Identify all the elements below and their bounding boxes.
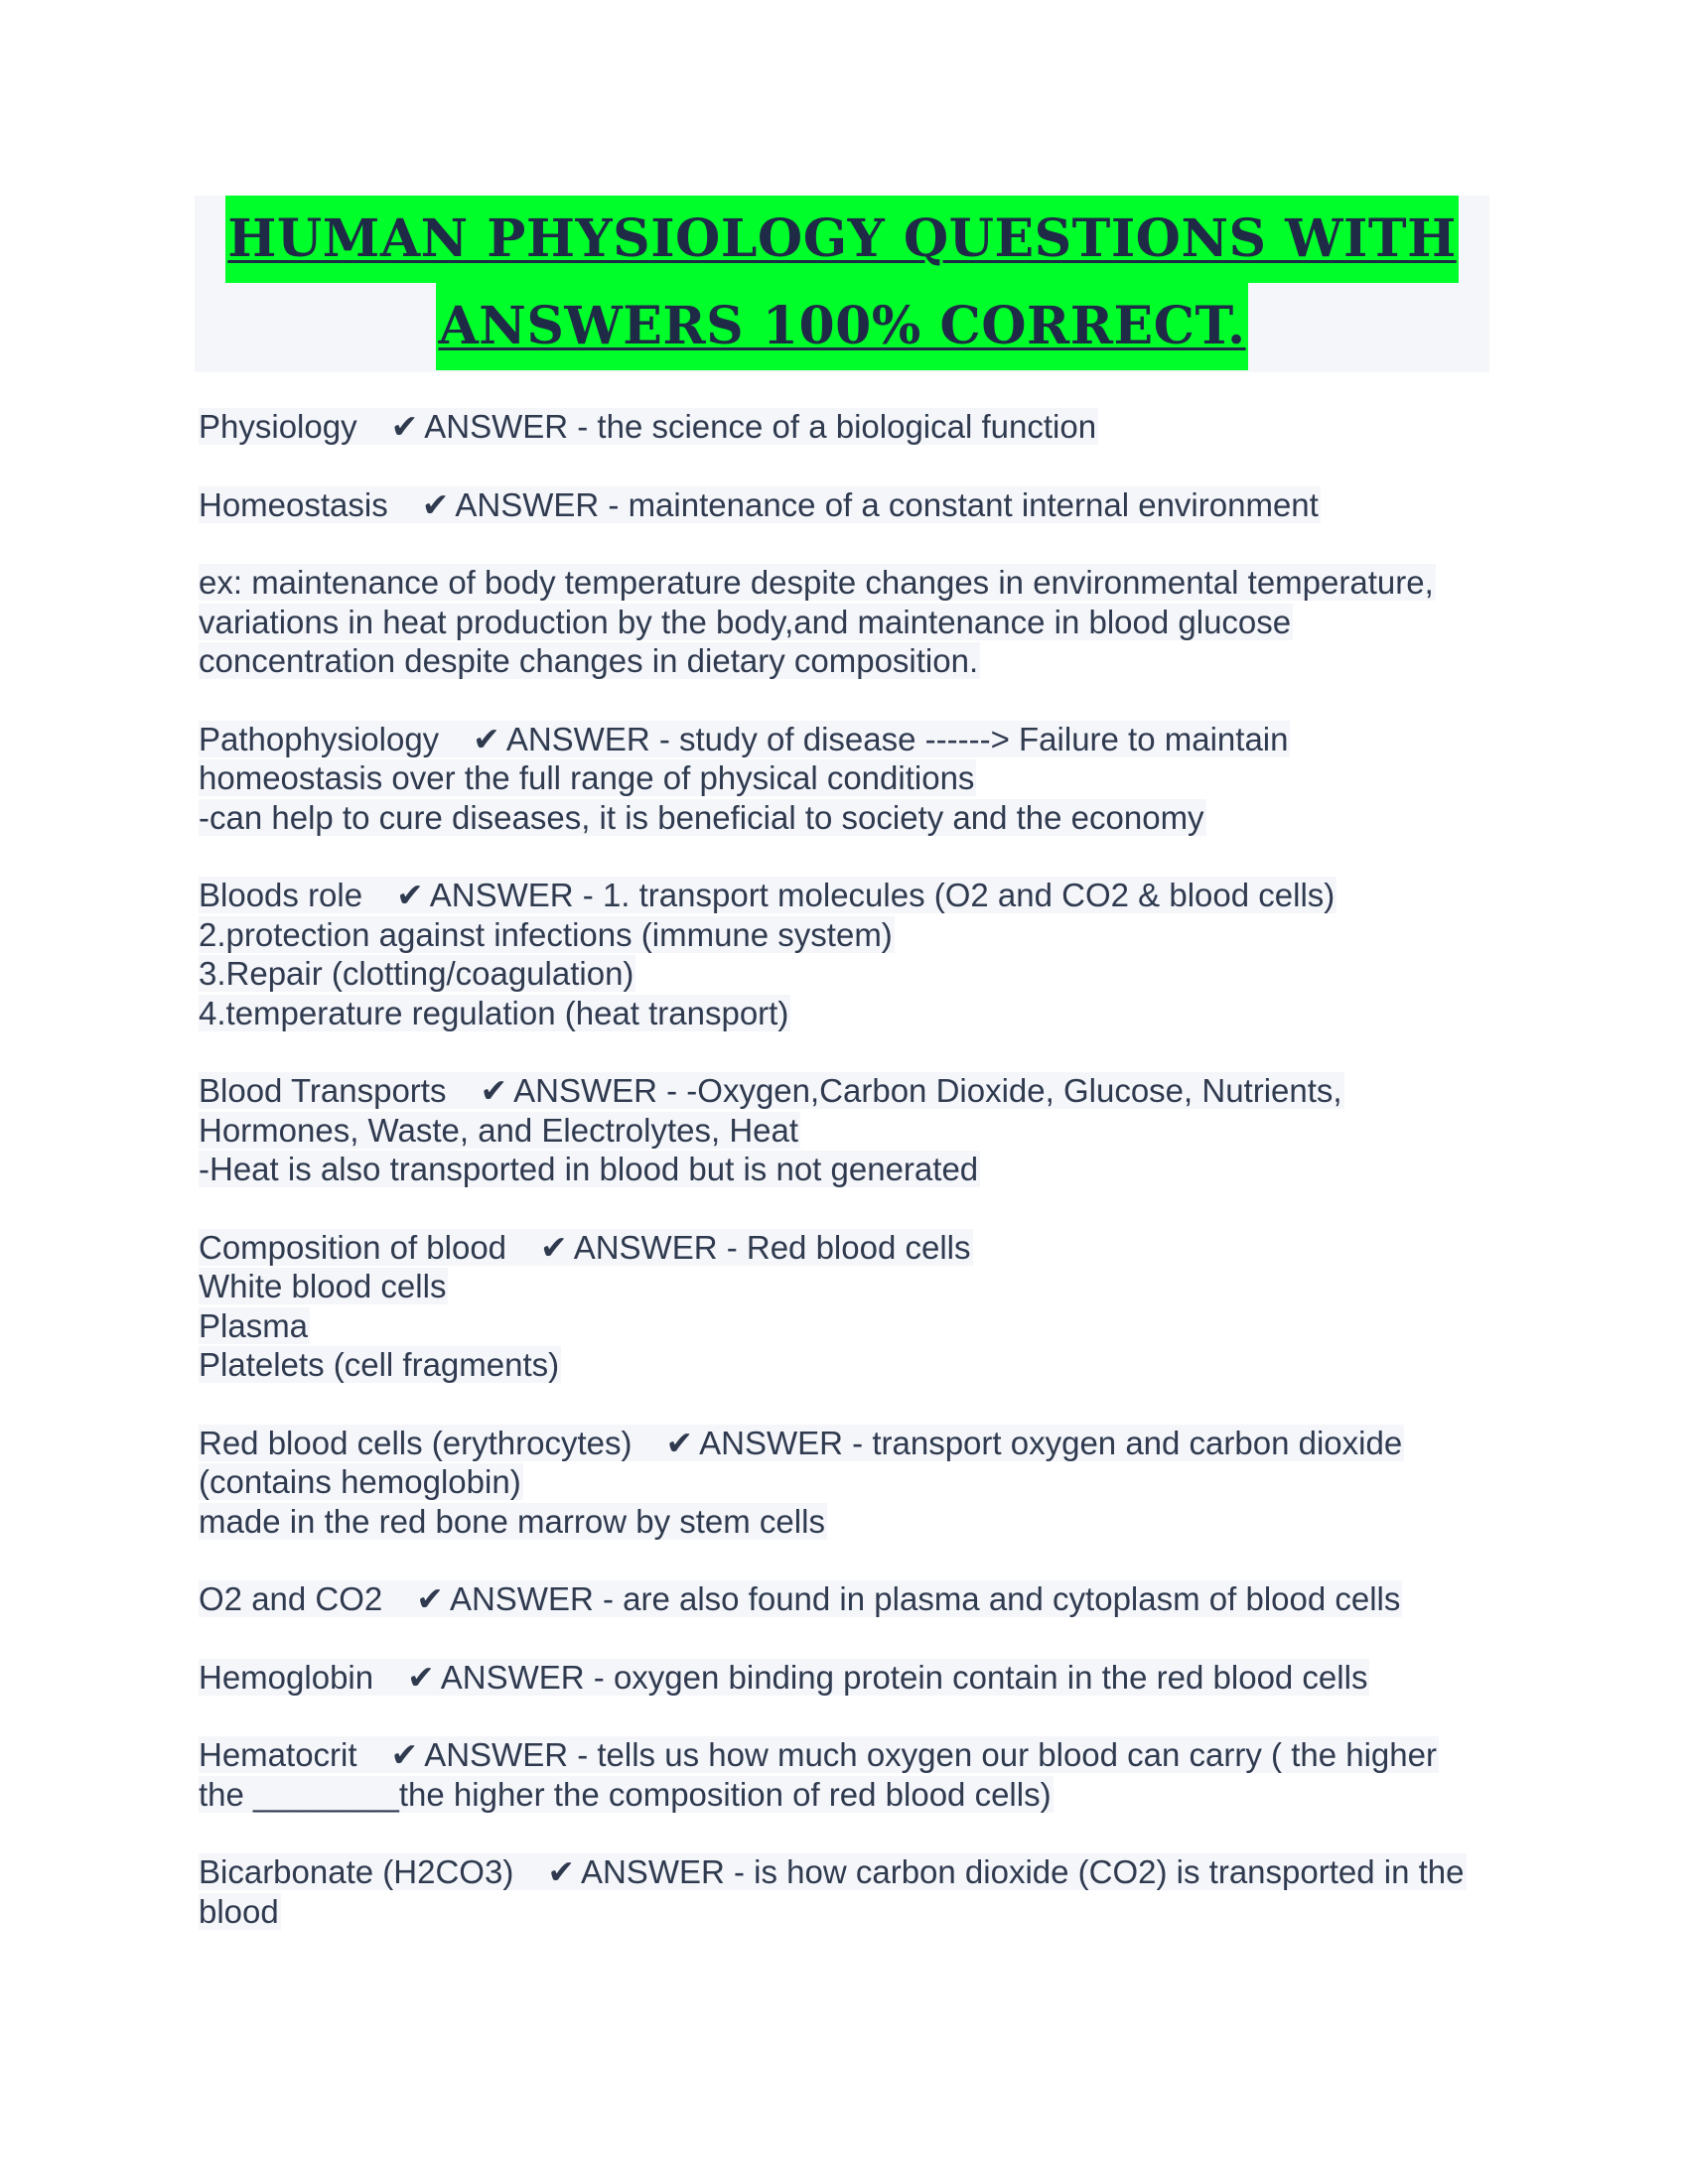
qa-question-line [199, 720, 1489, 759]
qa-answer-continuation [199, 1306, 1489, 1346]
checkmark-icon: ✔ [390, 1735, 419, 1774]
qa-note-paragraph [199, 563, 1489, 681]
title-line-2: ANSWERS 100% CORRECT. [436, 283, 1247, 370]
qa-term: Composition of blood [199, 1228, 507, 1266]
qa-term: Blood Transports [199, 1072, 447, 1109]
answer-prefix: ANSWER - [449, 1580, 624, 1617]
qa-answer-continuation [199, 798, 1489, 838]
qa-answer: the science of a biological function [597, 408, 1097, 445]
qa-item [199, 1424, 1489, 1542]
qa-answer-continuation [199, 1462, 1489, 1502]
qa-answer-continuation-text: the ________the higher the composition of red blood cells) [199, 1775, 1052, 1813]
qa-answer-continuation [199, 994, 1489, 1033]
qa-answer-continuation-text: made in the red bone marrow by stem cells [199, 1502, 825, 1540]
answer-prefix: ANSWER - [699, 1424, 873, 1461]
qa-answer: tells us how much oxygen our blood can carry ( the higher [597, 1736, 1437, 1773]
document-title [195, 196, 1489, 372]
qa-answer-continuation [199, 1775, 1489, 1815]
qa-answer-continuation-text: 3.Repair (clotting/coagulation) [199, 955, 634, 992]
qa-term: Bicarbonate (H2CO3) [199, 1853, 514, 1890]
qa-question-highlight [199, 1659, 1369, 1696]
qa-question-highlight [199, 1736, 1439, 1773]
qa-answer-continuation-text: 2.protection against infections (immune system) [199, 915, 893, 953]
qa-question-highlight [199, 1229, 973, 1266]
qa-answer: study of disease ------> Failure to maintain [679, 720, 1289, 757]
checkmark-icon: ✔ [421, 484, 450, 524]
qa-term: Physiology [199, 408, 357, 445]
note-text: ex: maintenance of body temperature despite changes in environmental temperature, [199, 564, 1434, 601]
qa-item [199, 485, 1489, 525]
qa-answer-continuation-text: (contains hemoglobin) [199, 1463, 521, 1500]
qa-item [199, 1852, 1489, 1931]
qa-term: Homeostasis [199, 485, 388, 523]
qa-question-line [199, 1658, 1489, 1698]
qa-item [199, 1579, 1489, 1619]
qa-item [199, 1071, 1489, 1189]
note-line [199, 641, 1489, 681]
answer-prefix: ANSWER - [455, 485, 629, 523]
qa-question-highlight [199, 1425, 1404, 1461]
qa-term: Pathophysiology [199, 720, 440, 757]
checkmark-icon: ✔ [480, 1071, 508, 1110]
qa-answer-continuation [199, 915, 1489, 955]
qa-answer-continuation [199, 1150, 1489, 1189]
qa-term: Hemoglobin [199, 1658, 374, 1696]
checkmark-icon: ✔ [665, 1423, 694, 1462]
qa-item [199, 1658, 1489, 1698]
qa-question-line [199, 1852, 1489, 1892]
qa-item [199, 407, 1489, 447]
qa-answer-continuation [199, 1345, 1489, 1385]
qa-answer: 1. transport molecules (O2 and CO2 & blood cells) [602, 877, 1336, 913]
qa-question-highlight [199, 877, 1336, 913]
note-line [199, 603, 1489, 642]
qa-answer: oxygen binding protein contain in the red blood cells [613, 1658, 1368, 1696]
qa-answer-continuation-text: -can help to cure diseases, it is beneficial to society and the economy [199, 798, 1204, 836]
qa-question-line [199, 407, 1489, 447]
checkmark-icon: ✔ [407, 1657, 435, 1697]
answer-prefix: ANSWER - [513, 1072, 687, 1109]
qa-question-line [199, 876, 1489, 915]
qa-question-highlight [199, 1072, 1344, 1109]
answer-prefix: ANSWER - [573, 1228, 747, 1266]
answer-prefix: ANSWER - [440, 1658, 614, 1696]
qa-answer-continuation-text: -Heat is also transported in blood but is not generated [199, 1151, 979, 1187]
qa-answer-continuation-text: 4.temperature regulation (heat transport) [199, 994, 789, 1031]
note-line [199, 563, 1489, 603]
qa-answer-continuation-text: homeostasis over the full range of physical conditions [199, 759, 975, 796]
qa-answer-continuation-text: blood [199, 1892, 279, 1930]
qa-question-line [199, 485, 1489, 525]
qa-answer-continuation [199, 1267, 1489, 1306]
note-text: concentration despite changes in dietary composition. [199, 642, 979, 679]
checkmark-icon: ✔ [473, 719, 500, 758]
qa-answer-continuation [199, 954, 1489, 994]
qa-answer-continuation [199, 758, 1489, 798]
qa-answer-continuation [199, 1892, 1489, 1932]
answer-prefix: ANSWER - [424, 1736, 598, 1773]
qa-list [199, 407, 1489, 1970]
qa-answer: maintenance of a constant internal environment [628, 485, 1319, 523]
qa-term: Hematocrit [199, 1736, 357, 1773]
qa-answer: Red blood cells [746, 1228, 971, 1266]
qa-question-highlight [199, 486, 1321, 523]
answer-prefix: ANSWER - [580, 1853, 755, 1890]
qa-item [199, 720, 1489, 838]
qa-question-line [199, 1735, 1489, 1775]
checkmark-icon: ✔ [416, 1579, 444, 1618]
checkmark-icon: ✔ [390, 407, 419, 446]
qa-answer-continuation [199, 1111, 1489, 1151]
note-text: variations in heat production by the body,and maintenance in blood glucose [199, 603, 1292, 640]
qa-question-line [199, 1579, 1489, 1619]
qa-answer-continuation-text: Platelets (cell fragments) [199, 1346, 560, 1383]
qa-term: O2 and CO2 [199, 1580, 383, 1617]
qa-question-highlight [199, 408, 1098, 445]
answer-prefix: ANSWER - [424, 408, 598, 445]
qa-answer: transport oxygen and carbon dioxide [872, 1424, 1403, 1461]
qa-question-line [199, 1228, 1489, 1268]
qa-term: Red blood cells (erythrocytes) [199, 1424, 633, 1461]
qa-answer: are also found in plasma and cytoplasm of blood cells [623, 1580, 1401, 1617]
qa-question-highlight [199, 1580, 1402, 1617]
qa-item [199, 1735, 1489, 1814]
qa-term: Bloods role [199, 877, 363, 913]
checkmark-icon: ✔ [396, 876, 424, 914]
qa-answer: is how carbon dioxide (CO2) is transported in the [754, 1853, 1465, 1890]
checkmark-icon: ✔ [540, 1227, 568, 1267]
answer-prefix: ANSWER - [429, 877, 603, 913]
qa-question-line [199, 1424, 1489, 1463]
checkmark-icon: ✔ [547, 1852, 575, 1891]
qa-item [199, 1228, 1489, 1385]
answer-prefix: ANSWER - [505, 720, 679, 757]
qa-question-line [199, 1071, 1489, 1111]
title-line-1: HUMAN PHYSIOLOGY QUESTIONS WITH [225, 196, 1458, 283]
qa-answer-continuation-text: White blood cells [199, 1268, 447, 1304]
qa-answer-continuation-text: Hormones, Waste, and Electrolytes, Heat [199, 1111, 799, 1149]
qa-answer: -Oxygen,Carbon Dioxide, Glucose, Nutrients, [686, 1072, 1342, 1109]
qa-question-highlight [199, 1853, 1467, 1890]
qa-answer-continuation-text: Plasma [199, 1306, 309, 1344]
qa-question-highlight [199, 721, 1290, 757]
qa-answer-continuation [199, 1502, 1489, 1542]
qa-item [199, 876, 1489, 1032]
